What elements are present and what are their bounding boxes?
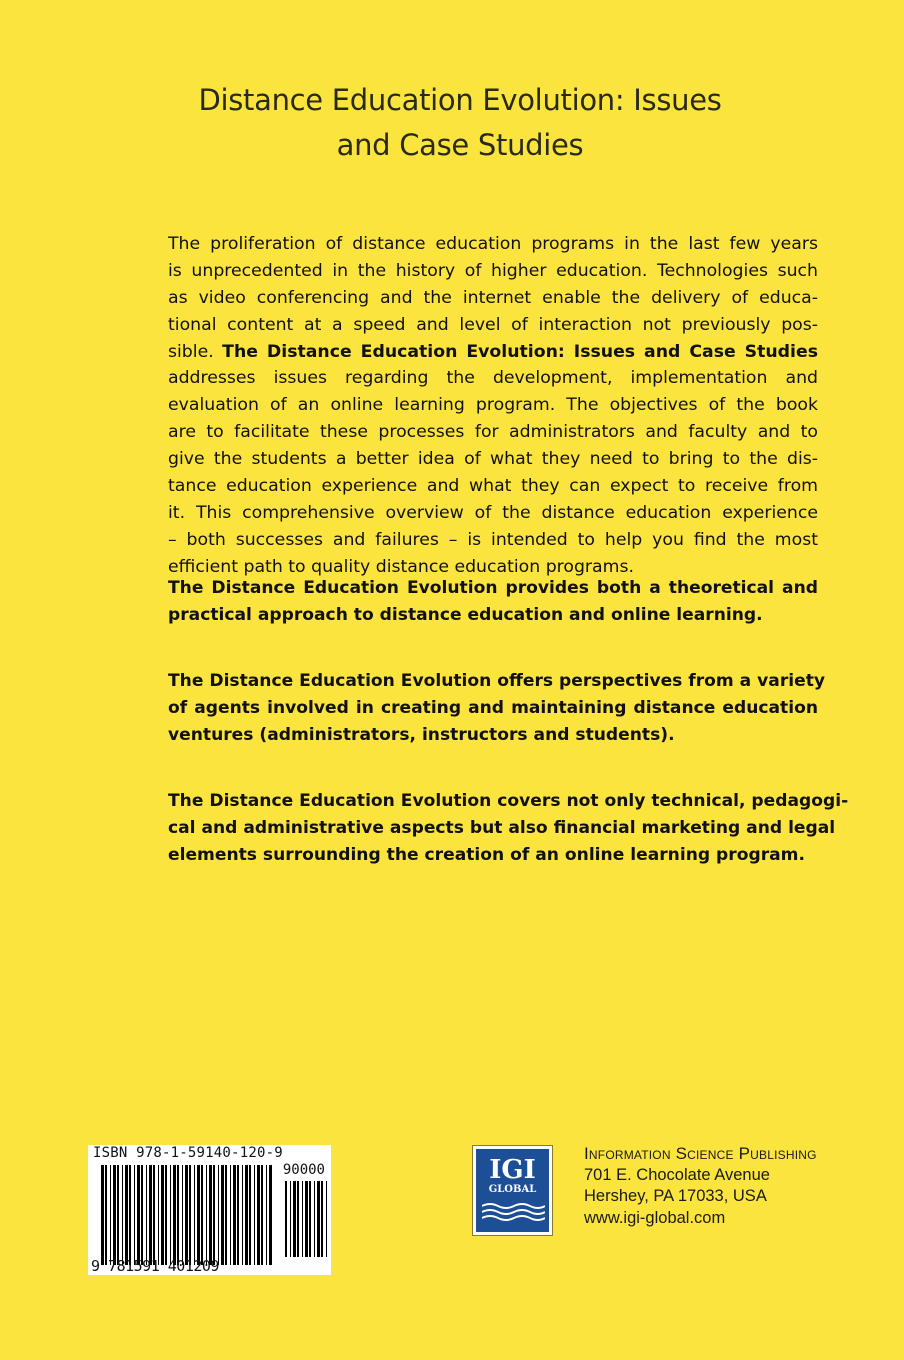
text-line: tance education experience and what they can expect to receive from bbox=[168, 476, 818, 497]
text-line: are to facilitate these processes for administrators and faculty and to bbox=[168, 422, 818, 443]
barcode-addon-bars bbox=[285, 1181, 329, 1257]
highlight-paragraph bbox=[168, 668, 826, 749]
text-line: of agents involved in creating and maintaining distance education bbox=[168, 697, 818, 718]
barcode-bar bbox=[327, 1181, 329, 1257]
igi-global-logo bbox=[472, 1145, 553, 1236]
text-line: as video conferencing and the internet enable the delivery of educa- bbox=[168, 287, 818, 308]
text-line: cal and administrative aspects but also financial marketing and legal bbox=[168, 817, 836, 838]
publisher-website: www.igi-global.com bbox=[584, 1208, 726, 1227]
text-line: give the students a better idea of what they need to bring to the dis- bbox=[168, 449, 818, 470]
text-line: – both successes and failures – is intended to help you find the most bbox=[168, 529, 818, 550]
text-line: practical approach to distance education and online learning. bbox=[168, 604, 763, 625]
text-line: is unprecedented in the history of higher education. Technologies such bbox=[168, 260, 818, 281]
barcode-bars bbox=[101, 1165, 273, 1265]
text-line: The proliferation of distance education programs in the last few years bbox=[168, 234, 818, 254]
text-line: The Distance Education Evolution provides both a theoretical and bbox=[168, 578, 818, 598]
text-line: The Distance Education Evolution covers not only technical, pedagogi- bbox=[168, 791, 849, 811]
text-line: elements surrounding the creation of an online learning program. bbox=[168, 844, 805, 865]
highlight-paragraph bbox=[168, 788, 849, 869]
barcode-digits: 9 781591 401209 bbox=[91, 1257, 219, 1275]
text-line: ventures (administrators, instructors and students). bbox=[168, 724, 675, 745]
text-line: addresses issues regarding the development, implementation and bbox=[168, 368, 818, 389]
text-line bbox=[168, 339, 818, 366]
waves-icon bbox=[482, 1201, 545, 1225]
text-line: tional content at a speed and level of interaction not previously pos- bbox=[168, 314, 818, 335]
publisher-address: 701 E. Chocolate Avenue bbox=[584, 1165, 770, 1184]
publisher-city: Hershey, PA 17033, USA bbox=[584, 1187, 767, 1205]
book-title-inline: The Distance Education Evolution: Issues and Case Studies bbox=[222, 341, 818, 362]
text-line: The Distance Education Evolution offers perspectives from a variety bbox=[168, 671, 826, 691]
text-line: evaluation of an online learning program. The objectives of the book bbox=[168, 395, 818, 416]
text-line: efficient path to quality distance education programs. bbox=[168, 556, 634, 577]
isbn-text: ISBN 978-1-59140-120-9 bbox=[93, 1145, 283, 1161]
barcode-bar bbox=[272, 1165, 273, 1265]
logo-text: IGI bbox=[489, 1155, 536, 1185]
description-paragraph bbox=[168, 231, 818, 581]
logo-subtext: GLOBAL bbox=[488, 1184, 537, 1195]
text-line: it. This comprehensive overview of the distance education experience bbox=[168, 502, 818, 523]
highlight-paragraph bbox=[168, 575, 818, 629]
book-title bbox=[100, 78, 820, 168]
title-line: and Case Studies bbox=[336, 128, 584, 162]
publisher-name: Information Science Publishing bbox=[584, 1144, 817, 1163]
title-line: Distance Education Evolution: Issues bbox=[198, 83, 722, 117]
text-segment: sible. bbox=[168, 341, 223, 362]
price-code: 90000 bbox=[282, 1162, 325, 1178]
isbn-barcode bbox=[88, 1145, 331, 1275]
publisher-info bbox=[584, 1143, 817, 1229]
